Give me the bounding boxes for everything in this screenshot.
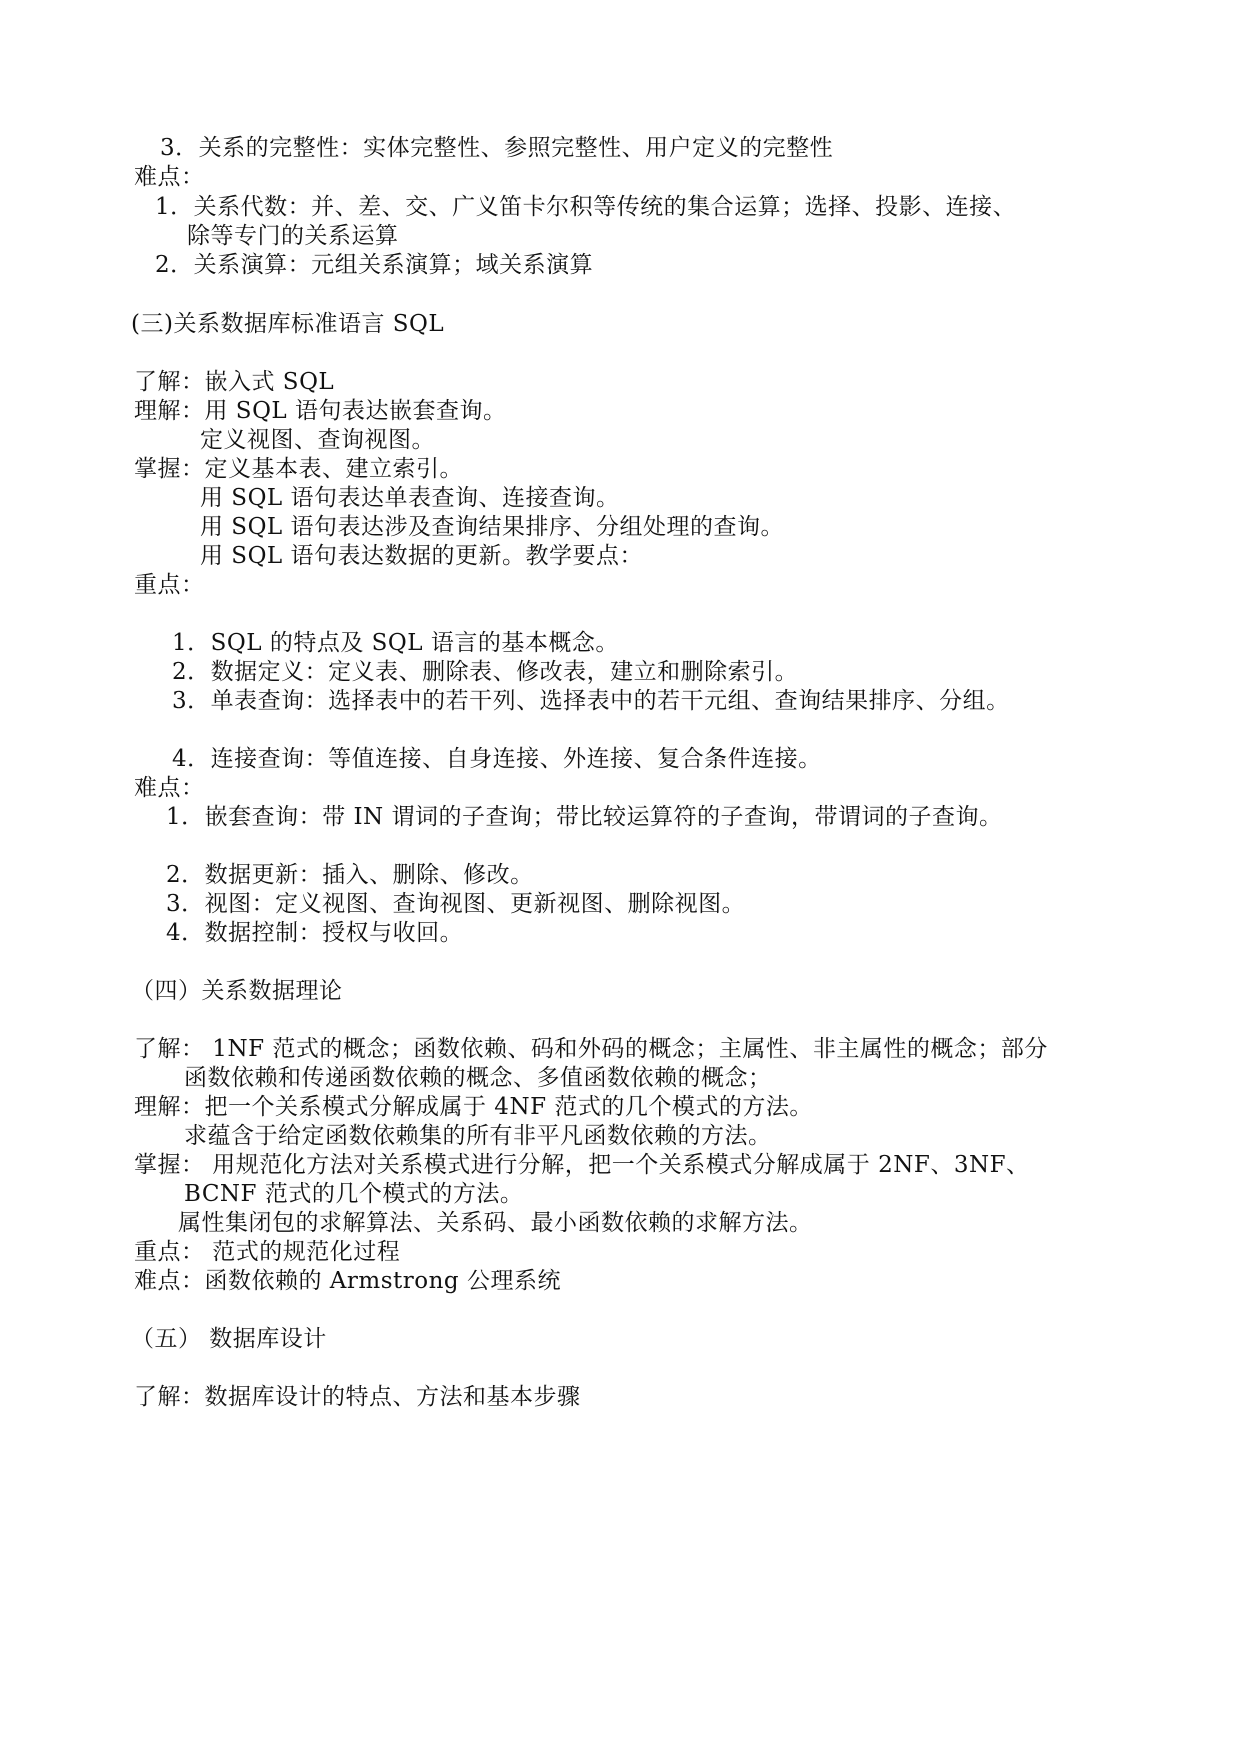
text-line: 3．关系的完整性：实体完整性、参照完整性、用户定义的完整性: [160, 135, 834, 161]
text-line: 1．嵌套查询：带 IN 谓词的子查询；带比较运算符的子查询，带谓词的子查询。: [166, 804, 1003, 830]
text-line: 1．SQL 的特点及 SQL 语言的基本概念。: [172, 630, 619, 656]
text-line: 重点：: [134, 572, 205, 598]
text-line: 理解：用 SQL 语句表达嵌套查询。: [134, 398, 507, 424]
text-line: 重点： 范式的规范化过程: [134, 1239, 401, 1265]
text-line: 了解：数据库设计的特点、方法和基本步骤: [134, 1384, 581, 1410]
text-line: 掌握： 用规范化方法对关系模式进行分解，把一个关系模式分解成属于 2NF、3NF、: [134, 1152, 1030, 1178]
text-line: 理解：把一个关系模式分解成属于 4NF 范式的几个模式的方法。: [134, 1094, 813, 1120]
text-line: 难点：: [134, 775, 205, 801]
text-line: 2．数据定义：定义表、删除表、修改表，建立和删除索引。: [172, 659, 799, 685]
text-line: 掌握：定义基本表、建立索引。: [134, 456, 463, 482]
text-line: 了解：嵌入式 SQL: [134, 369, 335, 395]
text-line: 4．数据控制：授权与收回。: [166, 920, 464, 946]
text-line: 求蕴含于给定函数依赖集的所有非平凡函数依赖的方法。: [184, 1123, 772, 1149]
text-line: 1．关系代数：并、差、交、广义笛卡尔积等传统的集合运算；选择、投影、连接、: [155, 194, 1017, 220]
text-line: 定义视图、查询视图。: [200, 427, 435, 453]
text-line: 函数依赖和传递函数依赖的概念、多值函数依赖的概念；: [184, 1065, 772, 1091]
text-line: 4．连接查询：等值连接、自身连接、外连接、复合条件连接。: [172, 746, 822, 772]
text-line: 用 SQL 语句表达单表查询、连接查询。: [200, 485, 620, 511]
section-heading: （五） 数据库设计: [131, 1326, 327, 1352]
text-line: 了解： 1NF 范式的概念；函数依赖、码和外码的概念；主属性、非主属性的概念；部分: [134, 1036, 1048, 1062]
text-line: 除等专门的关系运算: [187, 223, 399, 249]
text-line: 用 SQL 语句表达涉及查询结果排序、分组处理的查询。: [200, 514, 785, 540]
text-line: 难点：: [134, 164, 205, 190]
text-line: 2．数据更新：插入、删除、修改。: [166, 862, 534, 888]
text-line: 属性集闭包的求解算法、关系码、最小函数依赖的求解方法。: [178, 1210, 813, 1236]
section-heading: (三)关系数据库标准语言 SQL: [131, 311, 445, 337]
text-line: 3．单表查询：选择表中的若干列、选择表中的若干元组、查询结果排序、分组。: [172, 688, 1010, 714]
text-line: BCNF 范式的几个模式的方法。: [184, 1181, 524, 1207]
text-line: 2．关系演算：元组关系演算；域关系演算: [155, 252, 594, 278]
text-line: 用 SQL 语句表达数据的更新。教学要点：: [200, 543, 644, 569]
text-line: 难点：函数依赖的 Armstrong 公理系统: [134, 1268, 561, 1294]
text-line: 3．视图：定义视图、查询视图、更新视图、删除视图。: [166, 891, 746, 917]
section-heading: （四）关系数据理论: [131, 978, 343, 1004]
